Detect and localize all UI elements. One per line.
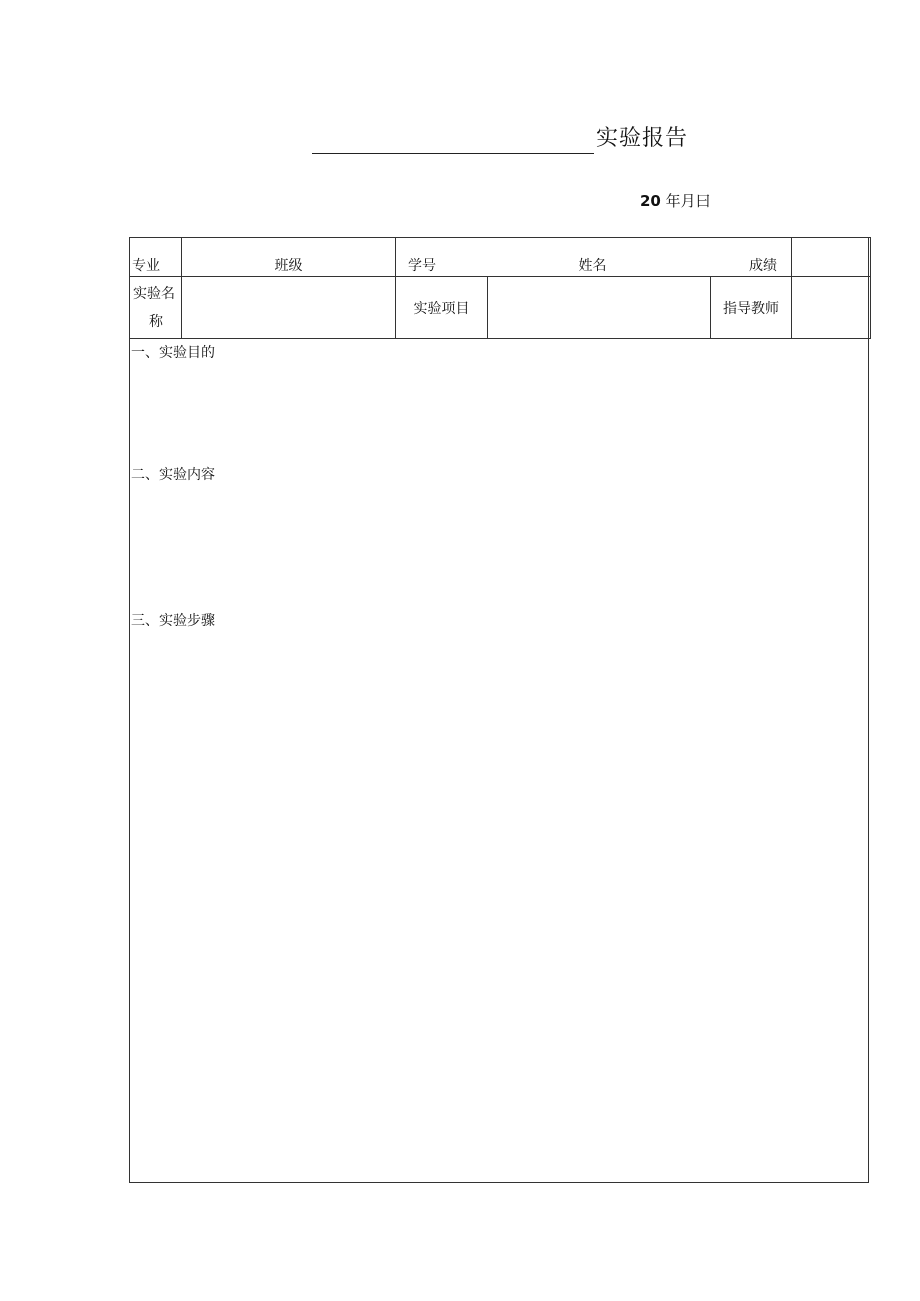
date-year-prefix: 20 [640, 192, 661, 210]
class-label: 班级 [274, 258, 303, 274]
project-label-cell [396, 277, 488, 339]
report-title-text: 实验报告 [596, 126, 689, 151]
student-id-label: 学号 [408, 258, 436, 274]
id-name-grade-cell[interactable] [396, 238, 792, 277]
grade-label: 成绩 [749, 258, 777, 274]
advisor-label: 指导教师 [723, 300, 779, 317]
experiment-name-label-line2: 称 [149, 313, 163, 330]
info-row-2 [130, 277, 871, 339]
class-label-cell[interactable] [182, 238, 396, 277]
project-label: 实验项目 [413, 300, 470, 317]
info-row-1 [130, 238, 871, 277]
section-content-heading: 二、实验内容 [131, 467, 215, 483]
experiment-name-label-line1: 实验名 [133, 285, 175, 302]
major-label: 专业 [132, 258, 160, 274]
course-name-blank-line[interactable] [312, 125, 594, 154]
advisor-label-cell [711, 277, 792, 339]
report-form [129, 237, 869, 1183]
major-label-cell [130, 238, 182, 277]
section-purpose-heading: 一、实验目的 [131, 345, 215, 361]
student-name-label: 姓名 [578, 258, 607, 274]
info-table [129, 237, 871, 339]
project-value-cell[interactable] [488, 277, 711, 339]
date-rest: 年月曰 [665, 192, 711, 210]
section-steps-heading: 三、实验步骤 [131, 613, 215, 629]
experiment-name-label-cell [130, 277, 182, 339]
grade-value-cell[interactable] [792, 238, 871, 277]
advisor-value-cell[interactable] [792, 277, 871, 339]
report-title [312, 118, 688, 154]
report-date [640, 190, 711, 212]
experiment-name-value-cell[interactable] [182, 277, 396, 339]
